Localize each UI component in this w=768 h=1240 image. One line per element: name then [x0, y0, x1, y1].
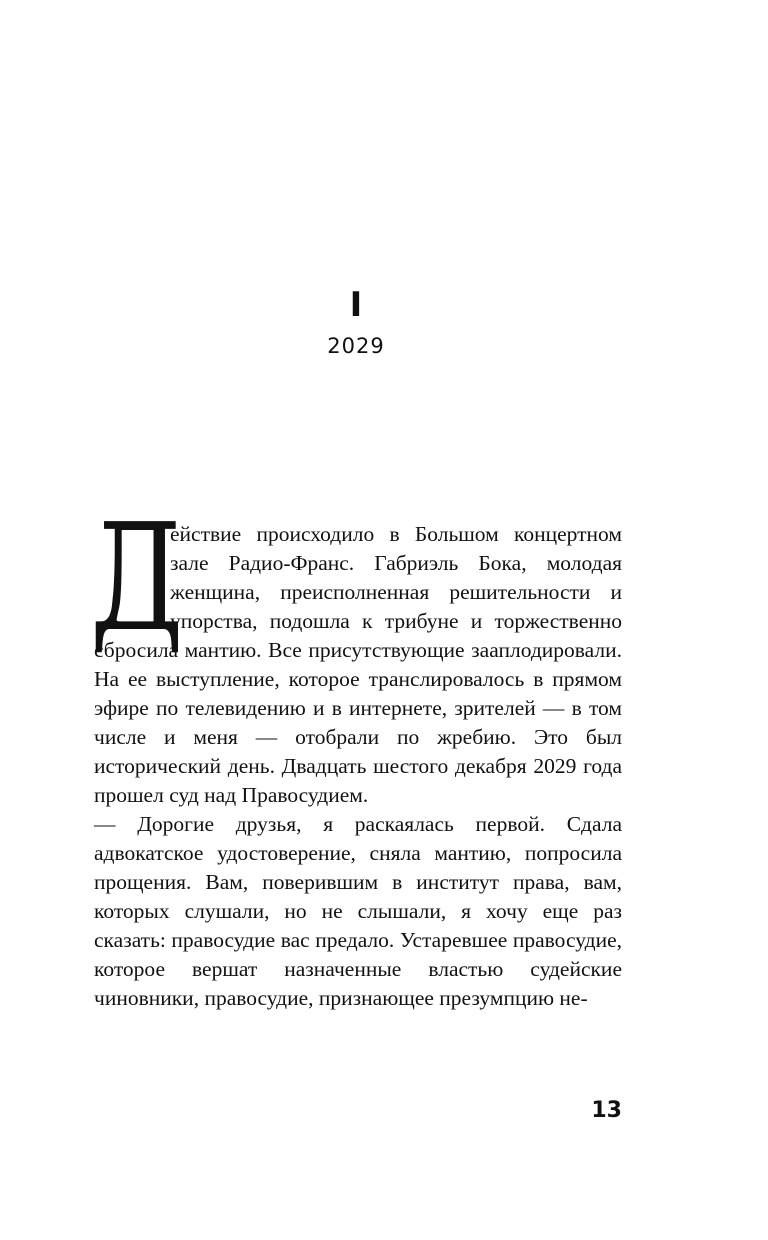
page-number: 13: [591, 1098, 622, 1123]
chapter-number: I: [349, 285, 363, 325]
chapter-year: 2029: [327, 334, 385, 358]
paragraph-opening: [90, 492, 622, 810]
paragraph-opening-text: ействие происходило в Большом концертном зале Радио-Франс. Габриэль Бока, молодая женщина, преисполненная решительности и упорства, подошла к трибуне и торжественно сбросила мантию. Все присутствующие зааплодировали. На ее выступление, которое транслировалось в прямом эфире по телевидению и в интернете, зрителей — в том числе и меня — отобрали по жребию. Это был исторический день. Двадцать шестого декабря 2029 года прошел суд над Правосудием.: [94, 522, 622, 807]
body-text: [90, 492, 622, 1013]
drop-cap: Д: [90, 492, 184, 664]
paragraph-dialogue: — Дорогие друзья, я раскаялась первой. Сдала адвокатское удостоверение, сняла мантию, попросила прощения. Вам, поверившим в институт права, вам, которых слушали, но не слышали, я хочу еще раз сказать: правосудие вас предало. Устаревшее правосудие, которое вершат назначенные властью судейские чиновники, правосудие, признающее презумпцию не-: [94, 812, 622, 1010]
